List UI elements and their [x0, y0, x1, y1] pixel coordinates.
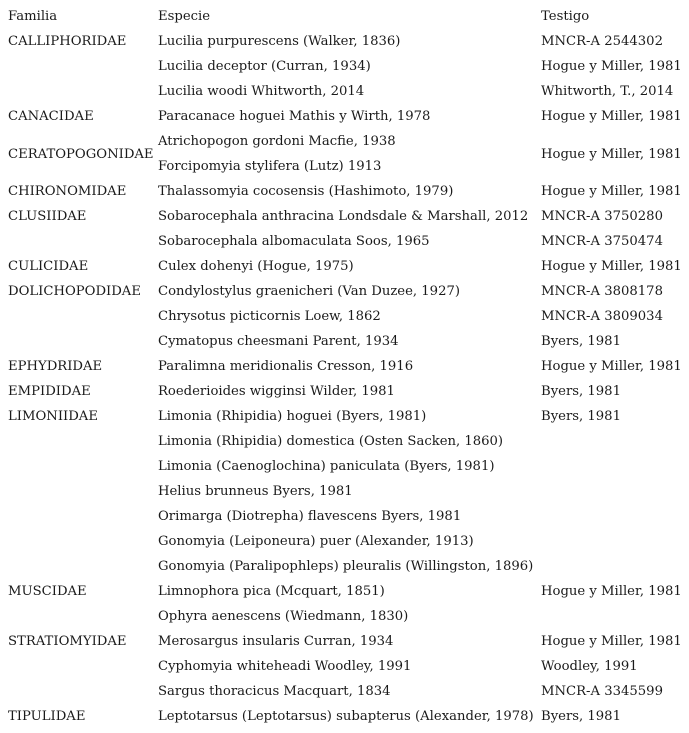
- familia-cell: CANACIDAE: [8, 109, 94, 124]
- especie-cell: Roederioides wigginsi Wilder, 1981: [158, 384, 395, 399]
- table-row: [8, 604, 689, 629]
- especie-cell: Sobarocephala albomaculata Soos, 1965: [158, 234, 430, 249]
- testigo-cell: MNCR-A 3750280: [541, 209, 663, 224]
- table-row: [8, 379, 689, 404]
- table-row: [8, 354, 689, 379]
- testigo-cell: Byers, 1981: [541, 384, 621, 399]
- familia-cell: CLUSIIDAE: [8, 209, 87, 224]
- testigo-cell: [541, 554, 689, 579]
- familia-cell: [8, 554, 158, 579]
- testigo-cell: Byers, 1981: [541, 709, 621, 724]
- especie-cell: Lucilia woodi Whitworth, 2014: [158, 84, 365, 99]
- especie-cell: Chrysotus picticornis Loew, 1862: [158, 309, 381, 324]
- especie-cell: Gonomyia (Leiponeura) puer (Alexander, 1913): [158, 534, 474, 549]
- testigo-cell: MNCR-A 3750474: [541, 234, 663, 249]
- testigo-cell: [541, 479, 689, 504]
- familia-cell: [8, 604, 158, 629]
- familia-cell: LIMONIIDAE: [8, 409, 98, 424]
- especie-cell: Culex dohenyi (Hogue, 1975): [158, 259, 354, 274]
- familia-cell: EPHYDRIDAE: [8, 359, 103, 374]
- testigo-cell: Hogue y Miller, 1981: [541, 359, 682, 374]
- table-row: [8, 679, 689, 704]
- familia-cell: EMPIDIDAE: [8, 384, 91, 399]
- familia-cell: [8, 654, 158, 679]
- familia-cell: [8, 429, 158, 454]
- especie-cell: Cyphomyia whiteheadi Woodley, 1991: [158, 659, 412, 674]
- especie-cell: Limonia (Rhipidia) domestica (Osten Sacken, 1860): [158, 434, 504, 449]
- familia-cell: CULICIDAE: [8, 259, 89, 274]
- header-familia: Familia: [8, 9, 58, 24]
- testigo-cell: Whitworth, T., 2014: [541, 84, 674, 99]
- table-body: [8, 29, 689, 729]
- table-row: [8, 554, 689, 579]
- familia-cell: TIPULIDAE: [8, 709, 86, 724]
- especie-cell: Ophyra aenescens (Wiedmann, 1830): [158, 609, 409, 624]
- testigo-cell: Hogue y Miller, 1981: [541, 634, 682, 649]
- especie-cell: Limonia (Rhipidia) hoguei (Byers, 1981): [158, 409, 427, 424]
- header-testigo: Testigo: [541, 9, 590, 24]
- especie-cell: Orimarga (Diotrepha) flavescens Byers, 1981: [158, 509, 462, 524]
- especie-cell: Paracanace hoguei Mathis y Wirth, 1978: [158, 109, 431, 124]
- table-row: [8, 179, 689, 204]
- familia-cell: [8, 304, 158, 329]
- table-row: [8, 704, 689, 729]
- especie-cell: Gonomyia (Paralipophleps) pleuralis (Willingston, 1896): [158, 559, 534, 574]
- testigo-cell: MNCR-A 3808178: [541, 284, 663, 299]
- table-row: [8, 304, 689, 329]
- familia-cell: [8, 679, 158, 704]
- table-row: [8, 129, 689, 154]
- familia-cell: STRATIOMYIDAE: [8, 634, 127, 649]
- especie-cell: Leptotarsus (Leptotarsus) subapterus (Alexander, 1978): [158, 709, 534, 724]
- testigo-cell: [541, 529, 689, 554]
- testigo-cell: MNCR-A 2544302: [541, 34, 663, 49]
- especie-cell: Forcipomyia stylifera (Lutz) 1913: [158, 159, 382, 174]
- especie-cell: Atrichopogon gordoni Macfie, 1938: [158, 134, 396, 149]
- familia-cell: [8, 229, 158, 254]
- familia-cell: MUSCIDAE: [8, 584, 87, 599]
- table-row: [8, 204, 689, 229]
- familia-cell: [8, 329, 158, 354]
- familia-cell: [8, 79, 158, 104]
- table-row: [8, 629, 689, 654]
- table-row: [8, 79, 689, 104]
- especie-cell: Limnophora pica (Mcquart, 1851): [158, 584, 385, 599]
- table-row: [8, 329, 689, 354]
- especie-cell: Sargus thoracicus Macquart, 1834: [158, 684, 391, 699]
- especie-cell: Merosargus insularis Curran, 1934: [158, 634, 394, 649]
- table-row: [8, 104, 689, 129]
- species-table: [8, 5, 689, 729]
- familia-cell: [8, 529, 158, 554]
- table-row: [8, 579, 689, 604]
- especie-cell: Lucilia deceptor (Curran, 1934): [158, 59, 371, 74]
- familia-cell: DOLICHOPODIDAE: [8, 284, 141, 299]
- testigo-cell: Hogue y Miller, 1981: [541, 59, 682, 74]
- testigo-cell: Hogue y Miller, 1981: [541, 146, 682, 162]
- testigo-cell: MNCR-A 3809034: [541, 309, 663, 324]
- familia-cell: CERATOPOGONIDAE: [8, 146, 154, 162]
- table-row: [8, 429, 689, 454]
- table-row: [8, 29, 689, 54]
- table-row: [8, 529, 689, 554]
- header-row: [8, 5, 689, 29]
- testigo-cell: [541, 504, 689, 529]
- familia-cell: CALLIPHORIDAE: [8, 34, 127, 49]
- testigo-cell: Byers, 1981: [541, 334, 621, 349]
- testigo-cell: Hogue y Miller, 1981: [541, 259, 682, 274]
- especie-cell: Paralimna meridionalis Cresson, 1916: [158, 359, 414, 374]
- testigo-cell: Hogue y Miller, 1981: [541, 109, 682, 124]
- especie-cell: Limonia (Caenoglochina) paniculata (Byers, 1981): [158, 459, 495, 474]
- especie-cell: Thalassomyia cocosensis (Hashimoto, 1979): [158, 184, 454, 199]
- table-header: [8, 5, 689, 29]
- header-especie: Especie: [158, 9, 211, 24]
- table-row: [8, 54, 689, 79]
- especie-cell: Condylostylus graenicheri (Van Duzee, 1927): [158, 284, 460, 299]
- table-row: [8, 479, 689, 504]
- especie-cell: Cymatopus cheesmani Parent, 1934: [158, 334, 399, 349]
- testigo-cell: MNCR-A 3345599: [541, 684, 663, 699]
- especie-cell: Sobarocephala anthracina Londsdale & Marshall, 2012: [158, 209, 529, 224]
- familia-cell: [8, 479, 158, 504]
- familia-cell: [8, 504, 158, 529]
- especie-cell: Helius brunneus Byers, 1981: [158, 484, 353, 499]
- testigo-cell: Hogue y Miller, 1981: [541, 184, 682, 199]
- table-row: [8, 454, 689, 479]
- table-row: [8, 254, 689, 279]
- table-row: [8, 229, 689, 254]
- table-row: [8, 279, 689, 304]
- testigo-cell: Hogue y Miller, 1981: [541, 584, 682, 599]
- familia-cell: [8, 54, 158, 79]
- testigo-cell: [541, 604, 689, 629]
- table-row: [8, 404, 689, 429]
- table-row: [8, 504, 689, 529]
- table-row: [8, 654, 689, 679]
- familia-cell: CHIRONOMIDAE: [8, 184, 127, 199]
- familia-cell: [8, 454, 158, 479]
- especie-cell: Lucilia purpurescens (Walker, 1836): [158, 34, 401, 49]
- testigo-cell: Byers, 1981: [541, 409, 621, 424]
- testigo-cell: Woodley, 1991: [541, 659, 638, 674]
- testigo-cell: [541, 429, 689, 454]
- testigo-cell: [541, 454, 689, 479]
